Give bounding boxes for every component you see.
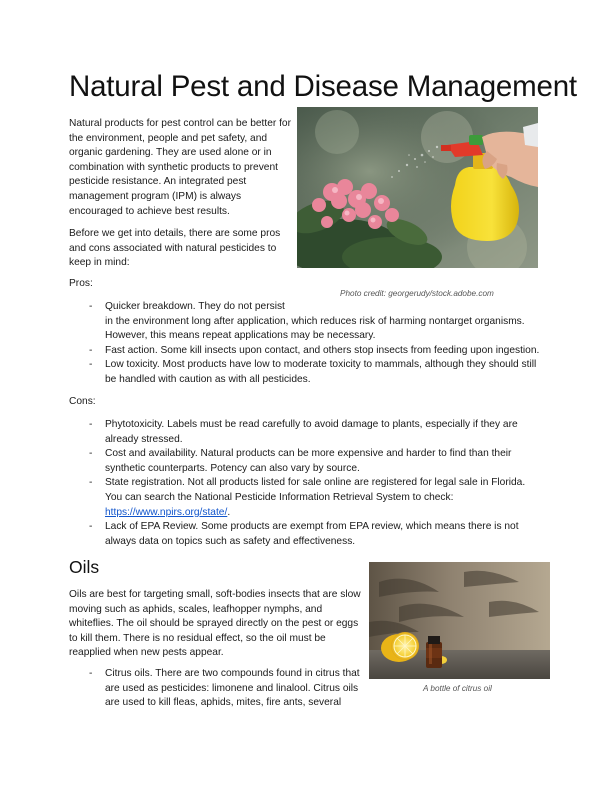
oils-paragraph: Oils are best for targeting small, soft-bodies insects that are slow moving such as aphids, scales, leafhopper nymphs, and whiteflies. The oil should be sprayed directly on the pest or eggs to kill them. There is no residual effect, so the oil must be reapplied when new pests appear. [69, 589, 361, 659]
list-dash: - [89, 448, 93, 460]
pros-item-text: Quicker breakdown. They do not persist [105, 301, 285, 312]
link-suffix: . [227, 506, 231, 518]
pros-item-text: Low toxicity. Most products have low to moderate toxicity to mammals, although they should still be handled with caution as with all pesticides. [105, 359, 537, 385]
cons-list [0, 418, 535, 549]
list-dash: - [89, 359, 93, 371]
cons-item-text [105, 476, 535, 520]
list-item [0, 344, 540, 359]
list-item [0, 300, 540, 315]
photo-credit: Photo credit: georgerudy/stock.adobe.com [340, 289, 494, 298]
list-item [0, 447, 535, 476]
list-item [0, 418, 535, 447]
cons-item-text: Cost and availability. Natural products can be more expensive and harder to find than their synthetic counterparts. Potency can also vary by source. [105, 448, 512, 474]
list-dash: - [89, 344, 93, 356]
before-paragraph: Before we get into details, there are some pros and cons associated with natural pesticides to keep in mind: [69, 228, 281, 269]
photo-caption: A bottle of citrus oil [423, 684, 492, 693]
cons-item-text: Phytotoxicity. Labels must be read carefully to avoid damage to plants, especially if they are already stressed. [105, 419, 518, 445]
pros-item-text: in the environment long after application, which reduces risk of harming nontarget organisms. However, this means repeat applications may be necessary. [105, 315, 525, 342]
list-dash: - [89, 668, 93, 679]
citrus-oil-bottle-photo [369, 562, 550, 679]
cons-item-text: Lack of EPA Review. Some products are exempt from EPA review, which means there is not always data on topics such as safety and effectiveness. [105, 521, 519, 547]
list-dash: - [89, 477, 93, 489]
pros-label: Pros: [69, 278, 93, 289]
spray-bottle-flowers-photo [297, 107, 538, 268]
pros-list [0, 300, 540, 388]
cons-label: Cons: [69, 396, 96, 407]
list-item [0, 667, 360, 711]
list-item [0, 520, 535, 549]
cons-item-text-main: State registration. Not all products listed for sale online are registered for legal sale in Florida. You can search the National Pesticide Information Retrieval System to check: [105, 477, 526, 503]
list-dash: - [89, 419, 93, 430]
list-item [0, 358, 540, 387]
oils-list [0, 667, 360, 711]
list-item [0, 476, 535, 520]
pros-item-text: Fast action. Some kill insects upon contact, and others stop insects from feeding upon ingestion. [105, 344, 540, 356]
list-dash: - [89, 521, 93, 533]
intro-paragraph: Natural products for pest control can be better for the environment, people and pet safety, and organic gardening. They are used alone or in combination with synthetic products to prevent pesticide resistance. An integrated pest management program (IPM) is always encouraged to achieve best results. [69, 118, 291, 217]
list-dash: - [89, 301, 93, 312]
npirs-link[interactable]: https://www.npirs.org/state/ [105, 506, 228, 518]
citrus-item-text: Citrus oils. There are two compounds found in citrus that are used as pesticides: limonene and linalool. Citrus oils are used to kill fleas, aphids, mites, fire ants, several [105, 668, 360, 709]
list-item [0, 315, 540, 344]
page-title: Natural Pest and Disease Management [69, 70, 577, 103]
oils-heading: Oils [69, 557, 100, 577]
